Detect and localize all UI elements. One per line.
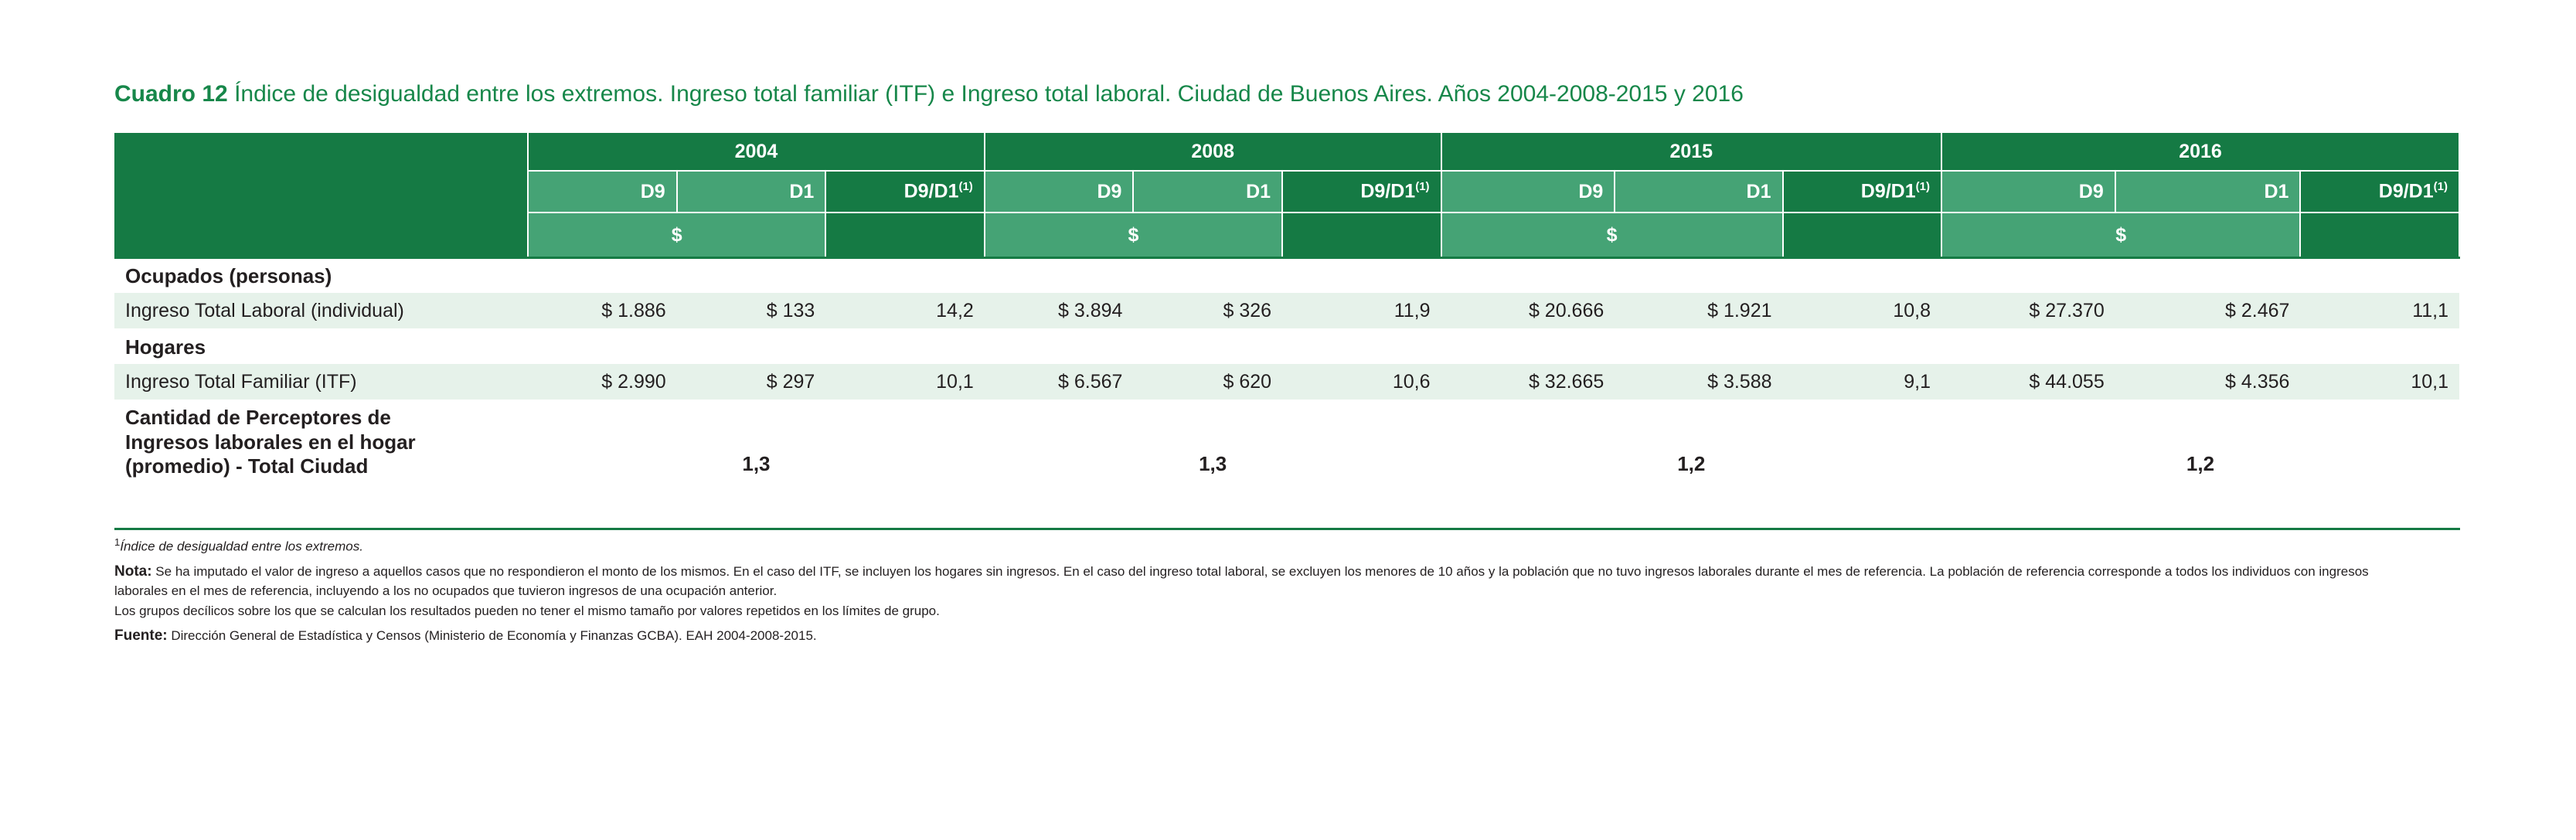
cell-itf-2015-d9: $ 32.665: [1441, 364, 1615, 400]
category-label-ocupados: Ocupados (personas): [114, 258, 2459, 294]
table-bottom-rule: [114, 528, 2460, 530]
header-2015-d1: D1: [1615, 171, 1782, 213]
row-label-perceptores-line2: Ingresos laborales en el hogar: [125, 430, 416, 454]
header-stub-cell: [114, 133, 528, 258]
table-row: [114, 400, 2459, 479]
cell-itf-2004-ratio: 10,1: [825, 364, 984, 400]
row-label-ingreso-total-laboral: Ingreso Total Laboral (individual): [114, 293, 528, 329]
header-2015-ratio: [1783, 171, 1941, 213]
fuente-label: Fuente:: [114, 627, 168, 644]
cell-itf-2016-ratio: 10,1: [2300, 364, 2459, 400]
footnote-marker: 1: [114, 536, 121, 548]
header-2016-ratio-label: D9/D1: [2378, 180, 2434, 202]
header-2015-ratio-label: D9/D1: [1860, 180, 1916, 202]
cell-perceptores-2016: 1,2: [1941, 400, 2459, 479]
cell-itf-2004-d1: $ 297: [677, 364, 826, 400]
header-2015-ratio-sup: (1): [1915, 180, 1930, 194]
cell-itf-2016-d1: $ 4.356: [2115, 364, 2301, 400]
cell-perceptores-2008: 1,3: [985, 400, 1441, 479]
cell-perceptores-2015: 1,2: [1441, 400, 1941, 479]
row-label-perceptores: [114, 400, 528, 479]
header-2004-d9: D9: [528, 171, 677, 213]
cell-itf-2004-d9: $ 2.990: [528, 364, 677, 400]
header-2015-currency: $: [1441, 213, 1783, 258]
footnote-1: [114, 536, 2425, 556]
table-container: [114, 133, 2460, 479]
header-2008-ratio: [1282, 171, 1441, 213]
fuente-text: Dirección General de Estadística y Censos (Ministerio de Economía y Finanzas GCBA). EAH 2004-2008-2015.: [171, 628, 817, 644]
header-2016-ratio-sup: (1): [2433, 180, 2448, 194]
table-body: [114, 258, 2459, 480]
cell-perceptores-2004: 1,3: [528, 400, 985, 479]
header-2016-currency: $: [1941, 213, 2300, 258]
table-row: [114, 293, 2459, 329]
header-2004-currency: $: [528, 213, 825, 258]
header-2008-currency-blank: [1282, 213, 1441, 258]
table-title: [114, 81, 1744, 107]
header-year-2004: 2004: [528, 133, 985, 171]
nota-text: Se ha imputado el valor de ingreso a aquellos casos que no respondieron el monto de los mismos. En el caso del ITF, se incluyen los hogares sin ingresos. En el caso del ingreso total laboral, se excluyen los menores de 10 años y la población que no tuvo ingresos laborales durante el mes de referencia. La población de referencia corresponde a todos los individuos con ingresos laborales en el mes de referencia, incluyendo a los no ocupados que tuvieron ingresos de una ocupación anterior.: [114, 564, 2369, 599]
category-label-hogares: Hogares: [114, 329, 2459, 364]
header-2004-ratio: [825, 171, 984, 213]
table-notes: [114, 536, 2425, 648]
header-row-years: [114, 133, 2459, 171]
header-2004-ratio-label: D9/D1: [903, 180, 959, 202]
inequality-index-table: [114, 133, 2460, 479]
cell-laboral-2015-d9: $ 20.666: [1441, 293, 1615, 329]
cell-laboral-2008-d9: $ 3.894: [985, 293, 1134, 329]
fuente-block: [114, 626, 2425, 646]
table-head: [114, 133, 2459, 258]
header-2008-ratio-label: D9/D1: [1360, 180, 1416, 202]
cell-laboral-2016-ratio: 11,1: [2300, 293, 2459, 329]
header-2008-currency: $: [985, 213, 1282, 258]
cell-laboral-2015-ratio: 10,8: [1783, 293, 1941, 329]
cell-laboral-2016-d1: $ 2.467: [2115, 293, 2301, 329]
header-2004-currency-blank: [825, 213, 984, 258]
header-year-2016: 2016: [1941, 133, 2459, 171]
nota-text-2: Los grupos decílicos sobre los que se calculan los resultados pueden no tener el mismo tamaño por valores repetidos en los límites de grupo.: [114, 603, 940, 618]
header-2016-ratio: [2300, 171, 2459, 213]
header-2016-d1: D1: [2115, 171, 2301, 213]
nota-block-2: [114, 602, 2425, 620]
header-year-2015: 2015: [1441, 133, 1941, 171]
header-2008-d1: D1: [1133, 171, 1282, 213]
row-label-ingreso-total-familiar: Ingreso Total Familiar (ITF): [114, 364, 528, 400]
footnote-text: Índice de desigualdad entre los extremos.: [120, 539, 363, 554]
cell-itf-2008-d9: $ 6.567: [985, 364, 1134, 400]
cell-laboral-2004-ratio: 14,2: [825, 293, 984, 329]
header-2016-d9: D9: [1941, 171, 2115, 213]
header-2004-ratio-sup: (1): [958, 180, 973, 194]
cell-laboral-2008-ratio: 11,9: [1282, 293, 1441, 329]
cell-itf-2015-ratio: 9,1: [1783, 364, 1941, 400]
header-year-2008: 2008: [985, 133, 1441, 171]
row-label-perceptores-line3: (promedio) - Total Ciudad: [125, 454, 369, 478]
cell-itf-2016-d9: $ 44.055: [1941, 364, 2115, 400]
cell-laboral-2004-d1: $ 133: [677, 293, 826, 329]
cell-itf-2015-d1: $ 3.588: [1615, 364, 1782, 400]
header-2004-d1: D1: [677, 171, 826, 213]
header-2008-ratio-sup: (1): [1415, 180, 1430, 194]
cell-itf-2008-d1: $ 620: [1133, 364, 1282, 400]
table-row: [114, 329, 2459, 364]
nota-block: [114, 562, 2425, 600]
row-label-perceptores-line1: Cantidad de Perceptores de: [125, 406, 391, 429]
table-row: [114, 258, 2459, 294]
cell-laboral-2016-d9: $ 27.370: [1941, 293, 2115, 329]
header-2016-currency-blank: [2300, 213, 2459, 258]
header-2015-currency-blank: [1783, 213, 1941, 258]
header-2015-d9: D9: [1441, 171, 1615, 213]
cell-laboral-2004-d9: $ 1.886: [528, 293, 677, 329]
cell-itf-2008-ratio: 10,6: [1282, 364, 1441, 400]
header-2008-d9: D9: [985, 171, 1134, 213]
cell-laboral-2008-d1: $ 326: [1133, 293, 1282, 329]
table-row: [114, 364, 2459, 400]
table-title-number: Cuadro 12: [114, 81, 228, 107]
table-title-text: Índice de desigualdad entre los extremos. Ingreso total familiar (ITF) e Ingreso total laboral. Ciudad de Buenos Aires. Años 2004-2008-2015 y 2016: [234, 81, 1744, 107]
nota-label: Nota:: [114, 563, 152, 580]
cell-laboral-2015-d1: $ 1.921: [1615, 293, 1782, 329]
